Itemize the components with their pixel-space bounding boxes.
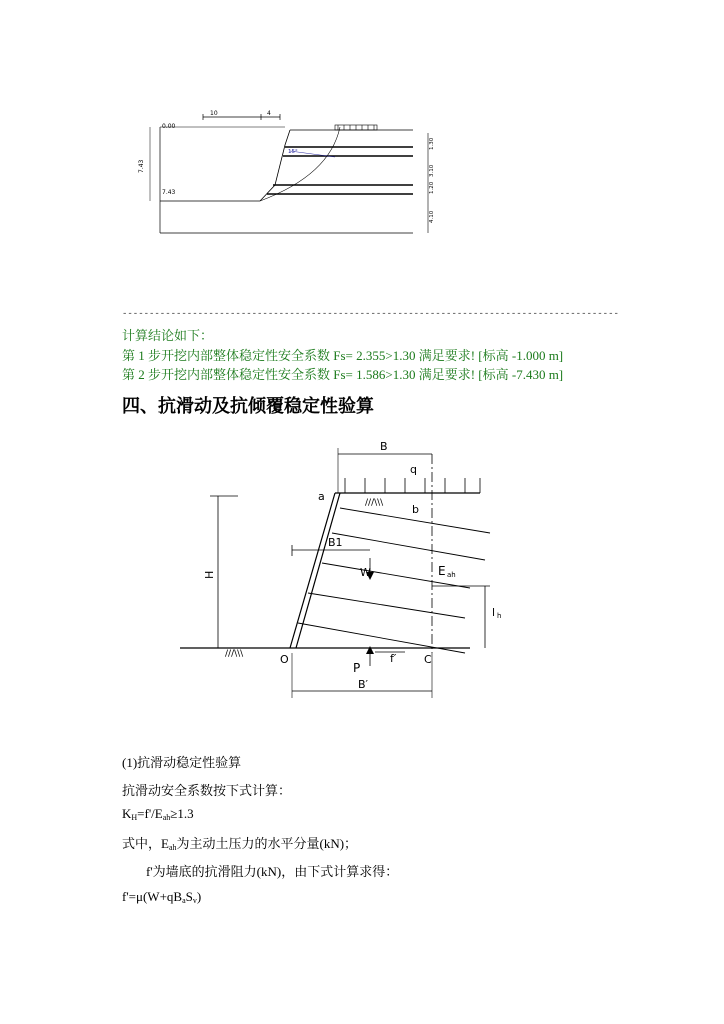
- formula-kh: [122, 806, 194, 822]
- dim-10-label: 10: [210, 110, 218, 117]
- right-dim-1: 1.30: [429, 137, 435, 150]
- label-C: C: [424, 653, 432, 666]
- formula-kh-sub2: ah: [162, 813, 171, 822]
- formula-kh-a: K: [122, 806, 132, 821]
- label-Bprime: B′: [358, 678, 369, 691]
- svg-text:///\\\: ///\\\: [225, 649, 244, 659]
- formula-f: [122, 889, 201, 905]
- sliding-stability-figure: [180, 438, 515, 700]
- svg-text:///\\\: ///\\\: [365, 498, 384, 508]
- label-Eah-sub: ah: [447, 571, 456, 579]
- eah-def-b: 为主动土压力的水平分量(kN)；: [176, 836, 358, 851]
- label-lh: l: [492, 606, 496, 619]
- section-heading: 四、抗滑动及抗倾覆稳定性验算: [122, 396, 374, 417]
- label-b: b: [412, 503, 419, 516]
- label-P: P: [353, 661, 361, 675]
- para-eah-definition: [122, 833, 357, 852]
- right-dim-2: 3.10: [429, 164, 435, 177]
- label-a: a: [318, 490, 325, 503]
- depth-743-label: 7.43: [138, 159, 145, 173]
- level-0-label: 0.00: [162, 123, 176, 130]
- label-f: f′: [390, 652, 397, 665]
- label-O: O: [280, 653, 289, 666]
- result-line-2: 第 2 步开挖内部整体稳定性安全系数 Fs= 1.586>1.30 满足要求! [标高 -7.430 m]: [122, 367, 564, 382]
- eah-def-sub: ah: [168, 843, 177, 852]
- label-B: B: [380, 440, 388, 453]
- formula-f-sub2: v: [192, 896, 197, 905]
- label-Eah: E: [438, 564, 446, 578]
- right-dim-4: 4.10: [429, 210, 435, 223]
- formula-f-c: ): [196, 889, 202, 904]
- eah-def-a: 式中，E: [122, 836, 169, 851]
- dim-4-label: 4: [267, 110, 271, 117]
- divider-line: --------------------------------------------------------------------------------------------: [122, 309, 619, 319]
- formula-kh-b: =f'/E: [137, 806, 163, 821]
- formula-kh-sub1: H: [131, 813, 138, 822]
- formula-kh-c: ≥1.3: [170, 806, 194, 821]
- formula-f-b: S: [185, 889, 193, 904]
- label-lh-sub: h: [497, 612, 502, 620]
- formula-f-a: f'=μ(W+qB: [122, 889, 183, 904]
- result-line-1: 第 1 步开挖内部整体稳定性安全系数 Fs= 2.355>1.30 满足要求! [标高 -1.000 m]: [122, 348, 564, 363]
- para-f-definition: f'为墙底的抗滑阻力(kN)，由下式计算求得：: [146, 864, 399, 879]
- para-sliding-intro: 抗滑动安全系数按下式计算：: [122, 783, 292, 798]
- angle-label: 15°: [288, 149, 298, 155]
- level-743-label: 7.43: [162, 189, 176, 196]
- results-intro: 计算结论如下：: [122, 328, 214, 343]
- label-B1: B1: [328, 536, 343, 549]
- label-W: W: [360, 566, 371, 579]
- formula-f-sub1: a: [182, 896, 186, 905]
- label-H: H: [203, 570, 216, 579]
- right-dim-3: 1.20: [429, 181, 435, 194]
- excavation-section-figure: [125, 105, 445, 240]
- label-q: q: [410, 463, 417, 476]
- para-sliding-title: (1)抗滑动稳定性验算: [122, 755, 242, 770]
